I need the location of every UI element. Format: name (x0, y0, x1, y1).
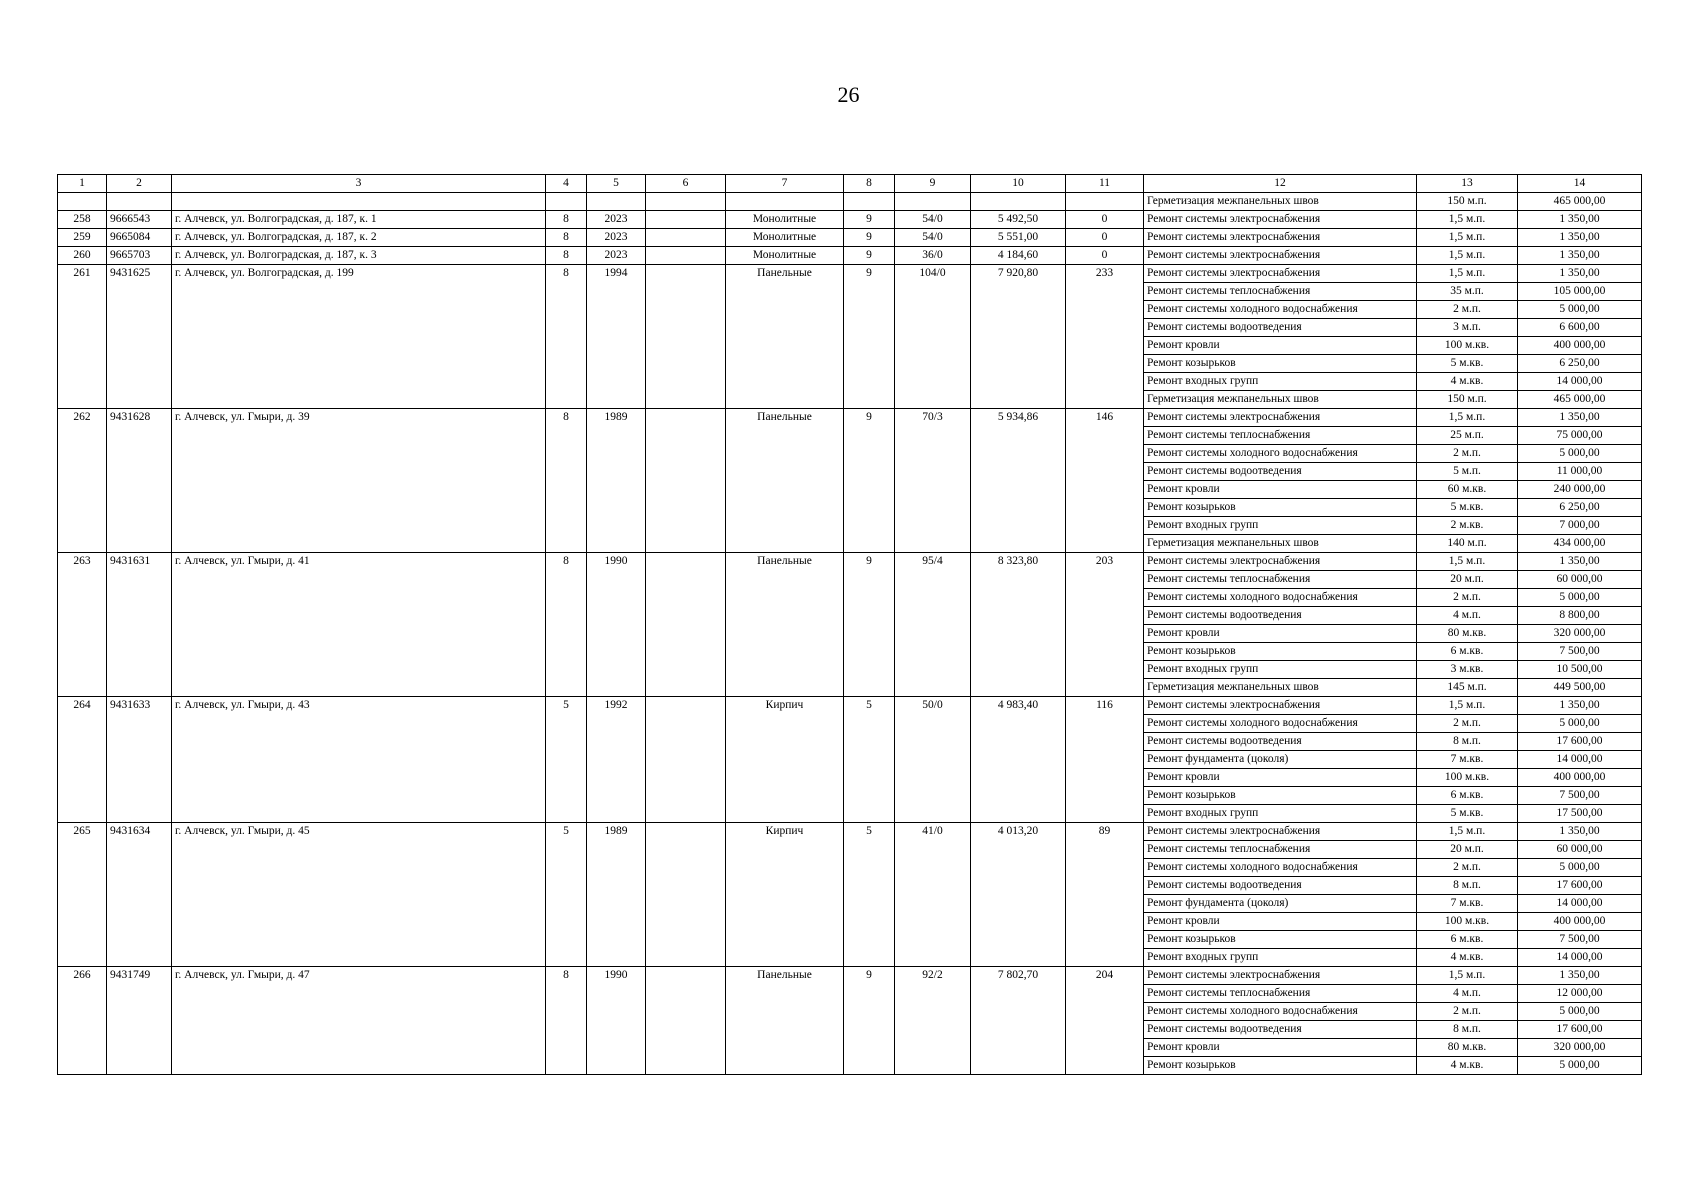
work-volume: 4 м.кв. (1417, 949, 1518, 967)
column-11-value: 0 (1066, 247, 1144, 265)
work-type: Ремонт кровли (1144, 625, 1417, 643)
floor-count: 9 (844, 967, 895, 1075)
column-6-value (646, 229, 726, 247)
column-11-value: 0 (1066, 229, 1144, 247)
work-type: Ремонт системы электроснабжения (1144, 265, 1417, 283)
register-body (58, 193, 1642, 1075)
header-row (58, 175, 1642, 193)
work-volume: 100 м.кв. (1417, 913, 1518, 931)
work-volume: 2 м.п. (1417, 715, 1518, 733)
work-volume: 5 м.кв. (1417, 805, 1518, 823)
work-cost: 1 350,00 (1518, 553, 1642, 571)
work-type: Ремонт системы электроснабжения (1144, 229, 1417, 247)
row-number: 264 (58, 697, 107, 823)
work-type: Герметизация межпанельных швов (1144, 679, 1417, 697)
commission-year: 1992 (587, 697, 646, 823)
building-address: г. Алчевск, ул. Гмыри, д. 47 (172, 967, 546, 1075)
work-volume: 145 м.п. (1417, 679, 1518, 697)
column-6-value (646, 211, 726, 229)
column-9-value: 54/0 (895, 211, 971, 229)
work-cost: 1 350,00 (1518, 697, 1642, 715)
work-cost: 449 500,00 (1518, 679, 1642, 697)
column-6-value (646, 697, 726, 823)
floor-count: 9 (844, 247, 895, 265)
building-address: г. Алчевск, ул. Гмыри, д. 43 (172, 697, 546, 823)
row-number: 258 (58, 211, 107, 229)
floor-count: 9 (844, 229, 895, 247)
wall-material: Панельные (726, 553, 844, 697)
column-6-value (646, 553, 726, 697)
work-type: Ремонт входных групп (1144, 949, 1417, 967)
work-volume: 1,5 м.п. (1417, 211, 1518, 229)
work-type: Ремонт кровли (1144, 1039, 1417, 1057)
work-cost: 7 500,00 (1518, 931, 1642, 949)
column-9-value: 50/0 (895, 697, 971, 823)
work-cost: 1 350,00 (1518, 409, 1642, 427)
wall-material: Монолитные (726, 211, 844, 229)
work-volume: 5 м.кв. (1417, 355, 1518, 373)
work-cost: 7 500,00 (1518, 787, 1642, 805)
wall-material: Панельные (726, 265, 844, 409)
work-type: Ремонт козырьков (1144, 931, 1417, 949)
column-9-value: 54/0 (895, 229, 971, 247)
record-row (58, 211, 1642, 229)
work-volume: 100 м.кв. (1417, 769, 1518, 787)
building-address: г. Алчевск, ул. Волгоградская, д. 187, к. 1 (172, 211, 546, 229)
row-number: 262 (58, 409, 107, 553)
work-cost: 10 500,00 (1518, 661, 1642, 679)
work-type: Ремонт системы электроснабжения (1144, 409, 1417, 427)
building-code: 9431749 (107, 967, 172, 1075)
floor-count: 9 (844, 409, 895, 553)
floor-count: 5 (844, 823, 895, 967)
floor-count: 9 (844, 553, 895, 697)
column-9-value: 41/0 (895, 823, 971, 967)
work-volume: 1,5 м.п. (1417, 967, 1518, 985)
work-cost: 14 000,00 (1518, 751, 1642, 769)
column-9-value: 92/2 (895, 967, 971, 1075)
work-volume: 6 м.кв. (1417, 643, 1518, 661)
work-volume: 20 м.п. (1417, 571, 1518, 589)
work-type: Ремонт системы теплоснабжения (1144, 841, 1417, 859)
column-11-value: 233 (1066, 265, 1144, 409)
work-volume: 5 м.кв. (1417, 499, 1518, 517)
work-cost: 7 000,00 (1518, 517, 1642, 535)
building-code: 9431634 (107, 823, 172, 967)
column-9-value: 70/3 (895, 409, 971, 553)
column-11-value: 116 (1066, 697, 1144, 823)
work-cost: 400 000,00 (1518, 913, 1642, 931)
work-type: Ремонт системы электроснабжения (1144, 553, 1417, 571)
work-type: Ремонт кровли (1144, 337, 1417, 355)
column-11-value: 203 (1066, 553, 1144, 697)
work-type: Ремонт системы электроснабжения (1144, 247, 1417, 265)
column-11-value: 146 (1066, 409, 1144, 553)
column-4-value: 5 (546, 697, 587, 823)
column-number-1: 1 (58, 175, 107, 193)
work-type: Ремонт системы холодного водоснабжения (1144, 1003, 1417, 1021)
column-number-header (58, 175, 1642, 193)
empty-cell (971, 193, 1066, 211)
record-row (58, 553, 1642, 571)
work-cost: 1 350,00 (1518, 823, 1642, 841)
work-cost: 75 000,00 (1518, 427, 1642, 445)
work-cost: 7 500,00 (1518, 643, 1642, 661)
work-type: Ремонт системы холодного водоснабжения (1144, 859, 1417, 877)
work-type: Ремонт системы водоотведения (1144, 319, 1417, 337)
total-area: 4 013,20 (971, 823, 1066, 967)
work-cost: 60 000,00 (1518, 841, 1642, 859)
building-code: 9666543 (107, 211, 172, 229)
column-number-14: 14 (1518, 175, 1642, 193)
work-volume: 20 м.п. (1417, 841, 1518, 859)
empty-cell (58, 193, 107, 211)
work-volume: 4 м.п. (1417, 985, 1518, 1003)
work-type: Ремонт системы холодного водоснабжения (1144, 301, 1417, 319)
page-number: 26 (837, 82, 860, 107)
building-code: 9665703 (107, 247, 172, 265)
column-4-value: 8 (546, 409, 587, 553)
wall-material: Кирпич (726, 697, 844, 823)
building-code: 9431631 (107, 553, 172, 697)
work-cost: 1 350,00 (1518, 967, 1642, 985)
wall-material: Панельные (726, 967, 844, 1075)
column-9-value: 104/0 (895, 265, 971, 409)
work-volume: 8 м.п. (1417, 1021, 1518, 1039)
total-area: 4 184,60 (971, 247, 1066, 265)
work-type: Ремонт системы водоотведения (1144, 733, 1417, 751)
work-volume: 6 м.кв. (1417, 787, 1518, 805)
column-number-4: 4 (546, 175, 587, 193)
column-11-value: 89 (1066, 823, 1144, 967)
work-type: Ремонт системы теплоснабжения (1144, 283, 1417, 301)
work-cost: 17 600,00 (1518, 1021, 1642, 1039)
row-number: 261 (58, 265, 107, 409)
work-volume: 7 м.кв. (1417, 895, 1518, 913)
empty-cell (107, 193, 172, 211)
work-volume: 140 м.п. (1417, 535, 1518, 553)
work-type: Ремонт системы теплоснабжения (1144, 571, 1417, 589)
work-cost: 5 000,00 (1518, 1003, 1642, 1021)
work-volume: 5 м.п. (1417, 463, 1518, 481)
column-number-6: 6 (646, 175, 726, 193)
work-volume: 8 м.п. (1417, 877, 1518, 895)
record-row (58, 697, 1642, 715)
building-address: г. Алчевск, ул. Волгоградская, д. 187, к. 3 (172, 247, 546, 265)
floor-count: 9 (844, 211, 895, 229)
work-volume: 80 м.кв. (1417, 625, 1518, 643)
work-cost: 5 000,00 (1518, 589, 1642, 607)
column-6-value (646, 409, 726, 553)
work-cost: 5 000,00 (1518, 715, 1642, 733)
continuation-row (58, 193, 1642, 211)
total-area: 8 323,80 (971, 553, 1066, 697)
empty-cell (172, 193, 546, 211)
work-type: Ремонт кровли (1144, 481, 1417, 499)
commission-year: 2023 (587, 247, 646, 265)
column-number-13: 13 (1417, 175, 1518, 193)
column-number-8: 8 (844, 175, 895, 193)
work-cost: 5 000,00 (1518, 301, 1642, 319)
work-type: Ремонт системы электроснабжения (1144, 211, 1417, 229)
empty-cell (726, 193, 844, 211)
column-9-value: 36/0 (895, 247, 971, 265)
work-type: Ремонт фундамента (цоколя) (1144, 895, 1417, 913)
work-cost: 6 600,00 (1518, 319, 1642, 337)
work-cost: 60 000,00 (1518, 571, 1642, 589)
work-volume: 7 м.кв. (1417, 751, 1518, 769)
column-9-value: 95/4 (895, 553, 971, 697)
work-volume: 4 м.п. (1417, 607, 1518, 625)
commission-year: 1990 (587, 553, 646, 697)
empty-cell (1066, 193, 1144, 211)
commission-year: 1989 (587, 823, 646, 967)
total-area: 5 934,86 (971, 409, 1066, 553)
work-cost: 105 000,00 (1518, 283, 1642, 301)
record-row (58, 247, 1642, 265)
work-cost: 14 000,00 (1518, 373, 1642, 391)
column-number-12: 12 (1144, 175, 1417, 193)
column-4-value: 8 (546, 229, 587, 247)
commission-year: 1989 (587, 409, 646, 553)
work-volume: 6 м.кв. (1417, 931, 1518, 949)
work-cost: 1 350,00 (1518, 265, 1642, 283)
work-cost: 11 000,00 (1518, 463, 1642, 481)
work-type: Ремонт входных групп (1144, 373, 1417, 391)
column-number-3: 3 (172, 175, 546, 193)
work-type: Ремонт системы водоотведения (1144, 607, 1417, 625)
column-number-11: 11 (1066, 175, 1144, 193)
total-area: 7 920,80 (971, 265, 1066, 409)
work-volume: 4 м.кв. (1417, 373, 1518, 391)
column-number-7: 7 (726, 175, 844, 193)
work-type: Ремонт системы электроснабжения (1144, 967, 1417, 985)
column-number-5: 5 (587, 175, 646, 193)
work-cost: 465 000,00 (1518, 193, 1642, 211)
commission-year: 1994 (587, 265, 646, 409)
work-cost: 6 250,00 (1518, 499, 1642, 517)
empty-cell (587, 193, 646, 211)
row-number: 260 (58, 247, 107, 265)
work-cost: 1 350,00 (1518, 211, 1642, 229)
work-cost: 400 000,00 (1518, 337, 1642, 355)
total-area: 4 983,40 (971, 697, 1066, 823)
column-4-value: 8 (546, 265, 587, 409)
total-area: 7 802,70 (971, 967, 1066, 1075)
building-code: 9431628 (107, 409, 172, 553)
work-type: Ремонт козырьков (1144, 787, 1417, 805)
commission-year: 2023 (587, 229, 646, 247)
work-volume: 1,5 м.п. (1417, 553, 1518, 571)
row-number: 263 (58, 553, 107, 697)
work-type: Ремонт козырьков (1144, 355, 1417, 373)
work-volume: 2 м.п. (1417, 445, 1518, 463)
work-volume: 8 м.п. (1417, 733, 1518, 751)
record-row (58, 409, 1642, 427)
work-volume: 100 м.кв. (1417, 337, 1518, 355)
work-type: Ремонт системы теплоснабжения (1144, 427, 1417, 445)
work-cost: 5 000,00 (1518, 1057, 1642, 1075)
work-type: Ремонт козырьков (1144, 499, 1417, 517)
building-address: г. Алчевск, ул. Волгоградская, д. 199 (172, 265, 546, 409)
building-address: г. Алчевск, ул. Гмыри, д. 41 (172, 553, 546, 697)
column-4-value: 8 (546, 553, 587, 697)
empty-cell (895, 193, 971, 211)
work-type: Ремонт козырьков (1144, 643, 1417, 661)
empty-cell (546, 193, 587, 211)
work-cost: 320 000,00 (1518, 1039, 1642, 1057)
work-type: Герметизация межпанельных швов (1144, 193, 1417, 211)
empty-cell (646, 193, 726, 211)
work-type: Ремонт системы электроснабжения (1144, 823, 1417, 841)
work-volume: 60 м.кв. (1417, 481, 1518, 499)
column-number-9: 9 (895, 175, 971, 193)
work-type: Ремонт системы водоотведения (1144, 463, 1417, 481)
wall-material: Монолитные (726, 229, 844, 247)
work-type: Герметизация межпанельных швов (1144, 535, 1417, 553)
record-row (58, 229, 1642, 247)
commission-year: 2023 (587, 211, 646, 229)
work-volume: 4 м.кв. (1417, 1057, 1518, 1075)
work-volume: 1,5 м.п. (1417, 697, 1518, 715)
work-cost: 17 600,00 (1518, 877, 1642, 895)
work-type: Ремонт системы холодного водоснабжения (1144, 589, 1417, 607)
work-volume: 3 м.кв. (1417, 661, 1518, 679)
column-6-value (646, 823, 726, 967)
work-type: Ремонт фундамента (цоколя) (1144, 751, 1417, 769)
work-volume: 150 м.п. (1417, 391, 1518, 409)
column-4-value: 8 (546, 967, 587, 1075)
work-cost: 465 000,00 (1518, 391, 1642, 409)
work-cost: 434 000,00 (1518, 535, 1642, 553)
column-11-value: 0 (1066, 211, 1144, 229)
column-number-2: 2 (107, 175, 172, 193)
work-volume: 2 м.п. (1417, 301, 1518, 319)
building-code: 9431633 (107, 697, 172, 823)
column-number-10: 10 (971, 175, 1066, 193)
total-area: 5 551,00 (971, 229, 1066, 247)
work-cost: 240 000,00 (1518, 481, 1642, 499)
work-cost: 14 000,00 (1518, 949, 1642, 967)
work-type: Ремонт системы водоотведения (1144, 877, 1417, 895)
wall-material: Панельные (726, 409, 844, 553)
work-volume: 2 м.п. (1417, 589, 1518, 607)
total-area: 5 492,50 (971, 211, 1066, 229)
building-code: 9665084 (107, 229, 172, 247)
wall-material: Кирпич (726, 823, 844, 967)
work-volume: 2 м.кв. (1417, 517, 1518, 535)
work-cost: 400 000,00 (1518, 769, 1642, 787)
work-volume: 2 м.п. (1417, 859, 1518, 877)
work-volume: 3 м.п. (1417, 319, 1518, 337)
work-volume: 2 м.п. (1417, 1003, 1518, 1021)
work-type: Ремонт системы водоотведения (1144, 1021, 1417, 1039)
work-volume: 35 м.п. (1417, 283, 1518, 301)
work-cost: 5 000,00 (1518, 445, 1642, 463)
work-volume: 1,5 м.п. (1417, 247, 1518, 265)
empty-cell (844, 193, 895, 211)
work-cost: 320 000,00 (1518, 625, 1642, 643)
floor-count: 9 (844, 265, 895, 409)
record-row (58, 967, 1642, 985)
work-cost: 12 000,00 (1518, 985, 1642, 1003)
building-address: г. Алчевск, ул. Волгоградская, д. 187, к. 2 (172, 229, 546, 247)
work-cost: 8 800,00 (1518, 607, 1642, 625)
column-4-value: 5 (546, 823, 587, 967)
building-address: г. Алчевск, ул. Гмыри, д. 45 (172, 823, 546, 967)
work-type: Ремонт системы электроснабжения (1144, 697, 1417, 715)
work-type: Ремонт козырьков (1144, 1057, 1417, 1075)
work-volume: 150 м.п. (1417, 193, 1518, 211)
column-4-value: 8 (546, 211, 587, 229)
work-cost: 1 350,00 (1518, 229, 1642, 247)
column-11-value: 204 (1066, 967, 1144, 1075)
column-6-value (646, 265, 726, 409)
commission-year: 1990 (587, 967, 646, 1075)
work-volume: 1,5 м.п. (1417, 265, 1518, 283)
work-cost: 6 250,00 (1518, 355, 1642, 373)
row-number: 265 (58, 823, 107, 967)
work-cost: 14 000,00 (1518, 895, 1642, 913)
column-6-value (646, 247, 726, 265)
work-volume: 1,5 м.п. (1417, 229, 1518, 247)
work-type: Ремонт системы холодного водоснабжения (1144, 445, 1417, 463)
record-row (58, 823, 1642, 841)
work-type: Ремонт входных групп (1144, 661, 1417, 679)
work-cost: 1 350,00 (1518, 247, 1642, 265)
row-number: 266 (58, 967, 107, 1075)
work-cost: 5 000,00 (1518, 859, 1642, 877)
row-number: 259 (58, 229, 107, 247)
building-address: г. Алчевск, ул. Гмыри, д. 39 (172, 409, 546, 553)
building-code: 9431625 (107, 265, 172, 409)
work-volume: 1,5 м.п. (1417, 409, 1518, 427)
work-type: Ремонт входных групп (1144, 805, 1417, 823)
record-row (58, 265, 1642, 283)
work-volume: 1,5 м.п. (1417, 823, 1518, 841)
column-6-value (646, 967, 726, 1075)
work-type: Ремонт системы холодного водоснабжения (1144, 715, 1417, 733)
work-volume: 80 м.кв. (1417, 1039, 1518, 1057)
work-volume: 25 м.п. (1417, 427, 1518, 445)
work-type: Ремонт кровли (1144, 769, 1417, 787)
work-type: Герметизация межпанельных швов (1144, 391, 1417, 409)
work-type: Ремонт кровли (1144, 913, 1417, 931)
column-4-value: 8 (546, 247, 587, 265)
floor-count: 5 (844, 697, 895, 823)
repair-register-table (57, 174, 1642, 1075)
wall-material: Монолитные (726, 247, 844, 265)
work-type: Ремонт системы теплоснабжения (1144, 985, 1417, 1003)
work-type: Ремонт входных групп (1144, 517, 1417, 535)
work-cost: 17 500,00 (1518, 805, 1642, 823)
work-cost: 17 600,00 (1518, 733, 1642, 751)
